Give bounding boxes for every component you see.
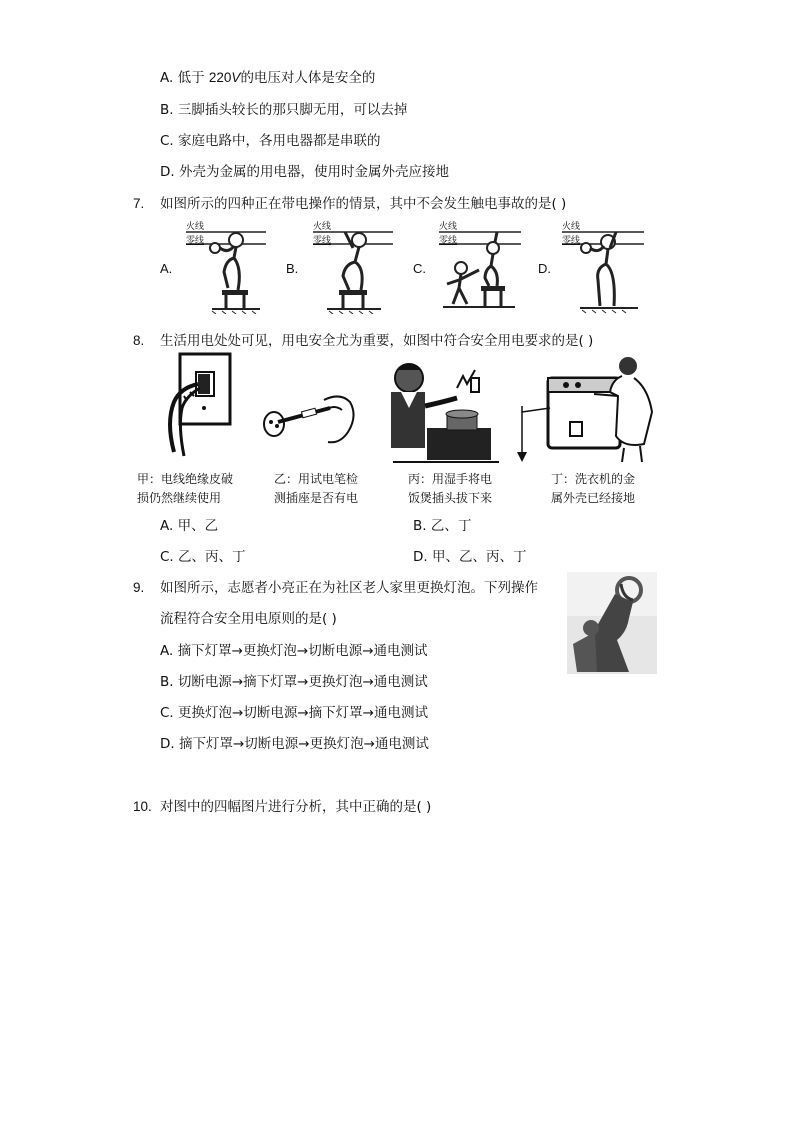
q10-stem xyxy=(133,795,431,815)
neutral-wire-label: 零线 xyxy=(186,236,205,246)
q8-option-d[interactable] xyxy=(413,545,526,565)
q8-caption-bing xyxy=(408,470,492,508)
option-text: 更换灯泡→切断电源→摘下灯罩→通电测试 xyxy=(178,705,428,721)
caption-line: 丁：洗衣机的金 xyxy=(551,472,636,486)
q9-photo-lightbulb xyxy=(567,572,657,674)
q8-caption-yi xyxy=(274,470,358,508)
q8-image-damaged-cord xyxy=(160,352,240,464)
question-text: 如图所示的四种正在带电操作的情景，其中不会发生触电事故的是( ) xyxy=(160,196,567,212)
neutral-wire-label: 零线 xyxy=(439,236,458,246)
caption-line: 甲：电线绝缘皮破 xyxy=(137,472,234,486)
caption-line: 测插座是否有电 xyxy=(274,491,359,505)
q8-caption-ding xyxy=(551,470,635,508)
q7-figure-c xyxy=(435,218,523,314)
caption-line: 属外壳已经接地 xyxy=(551,491,636,505)
q7-figure-a xyxy=(182,218,268,314)
option-text: 乙、丁 xyxy=(430,518,472,534)
q7-figure-d xyxy=(560,218,646,314)
question-number: 8. xyxy=(133,333,145,348)
q9-option-c[interactable] xyxy=(160,701,428,721)
q6-option-b[interactable] xyxy=(160,98,407,118)
option-letter: B. xyxy=(413,518,427,534)
q8-image-wet-hand xyxy=(387,358,507,466)
option-text: 甲、乙 xyxy=(177,518,219,534)
caption-line: 丙：用湿手将电 xyxy=(408,472,493,486)
q7-stem xyxy=(133,192,566,212)
caption-line: 乙：用试电笔检 xyxy=(274,472,359,486)
live-wire-label: 火线 xyxy=(562,222,581,232)
voltage-value: 220 xyxy=(208,70,232,85)
option-text: 摘下灯罩→切断电源→更换灯泡→通电测试 xyxy=(178,736,429,752)
option-text: 摘下灯罩→更换灯泡→切断电源→通电测试 xyxy=(177,643,428,659)
option-letter: D. xyxy=(413,549,428,565)
live-wire-label: 火线 xyxy=(313,222,332,232)
option-text: 切断电源→摘下灯罩→更换灯泡→通电测试 xyxy=(177,674,428,690)
q9-option-a[interactable] xyxy=(160,639,428,659)
q6-option-a[interactable] xyxy=(160,66,375,86)
option-text: 甲、乙、丙、丁 xyxy=(431,549,527,565)
q8-caption-jia xyxy=(137,470,233,508)
q6-option-d[interactable] xyxy=(160,160,449,180)
caption-line: 损仍然继续使用 xyxy=(137,491,222,505)
q7-fig-label-a: A. xyxy=(160,261,173,276)
option-letter: C. xyxy=(160,549,174,565)
option-letter: A. xyxy=(160,643,174,659)
q9-option-d[interactable] xyxy=(160,732,429,752)
option-letter: A. xyxy=(160,518,174,534)
option-text-prefix: 低于 xyxy=(177,70,209,86)
option-text: 三脚插头较长的那只脚无用，可以去掉 xyxy=(177,102,408,118)
live-wire-label: 火线 xyxy=(439,222,458,232)
q7-fig-label-b: B. xyxy=(286,261,299,276)
q9-stem-line2: 流程符合安全用电原则的是( ) xyxy=(160,611,337,627)
option-letter: A. xyxy=(160,70,174,86)
question-number: 9. xyxy=(133,580,145,595)
option-letter: B. xyxy=(160,102,174,118)
q7-fig-label-c: C. xyxy=(413,261,426,276)
question-text: 如图所示，志愿者小亮正在为社区老人家里更换灯泡。下列操作 xyxy=(160,580,538,596)
question-number: 7. xyxy=(133,196,145,211)
q7-figure-b xyxy=(309,218,395,314)
q8-option-c[interactable] xyxy=(160,545,246,565)
q9-option-b[interactable] xyxy=(160,670,428,690)
q8-option-b[interactable] xyxy=(413,514,471,534)
option-letter: D. xyxy=(160,736,175,752)
q6-option-c[interactable] xyxy=(160,129,381,149)
q7-fig-label-d: D. xyxy=(538,261,551,276)
option-text: 乙、丙、丁 xyxy=(178,549,246,565)
question-text: 生活用电处处可见，用电安全尤为重要，如图中符合安全用电要求的是( ) xyxy=(160,333,594,349)
q8-option-a[interactable] xyxy=(160,514,218,534)
option-text: 家庭电路中，各用电器都是串联的 xyxy=(178,133,381,149)
option-letter: C. xyxy=(160,133,174,149)
q8-image-test-pen xyxy=(262,388,358,452)
neutral-wire-label: 零线 xyxy=(562,236,581,246)
neutral-wire-label: 零线 xyxy=(313,236,332,246)
option-letter: B. xyxy=(160,674,174,690)
q8-stem xyxy=(133,329,593,349)
option-letter: C. xyxy=(160,705,174,721)
question-text: 对图中的四幅图片进行分析，其中正确的是( ) xyxy=(160,799,432,815)
option-letter: D. xyxy=(160,164,175,180)
caption-line: 饭煲插头拔下来 xyxy=(408,491,493,505)
option-text: 外壳为金属的用电器，使用时金属外壳应接地 xyxy=(178,164,449,180)
q8-image-washing-machine xyxy=(514,352,660,468)
option-text-suffix: 的电压对人体是安全的 xyxy=(240,70,376,86)
live-wire-label: 火线 xyxy=(186,222,205,232)
q9-stem-line1 xyxy=(133,576,538,596)
question-number: 10. xyxy=(133,799,152,814)
voltage-unit: V xyxy=(231,70,241,85)
